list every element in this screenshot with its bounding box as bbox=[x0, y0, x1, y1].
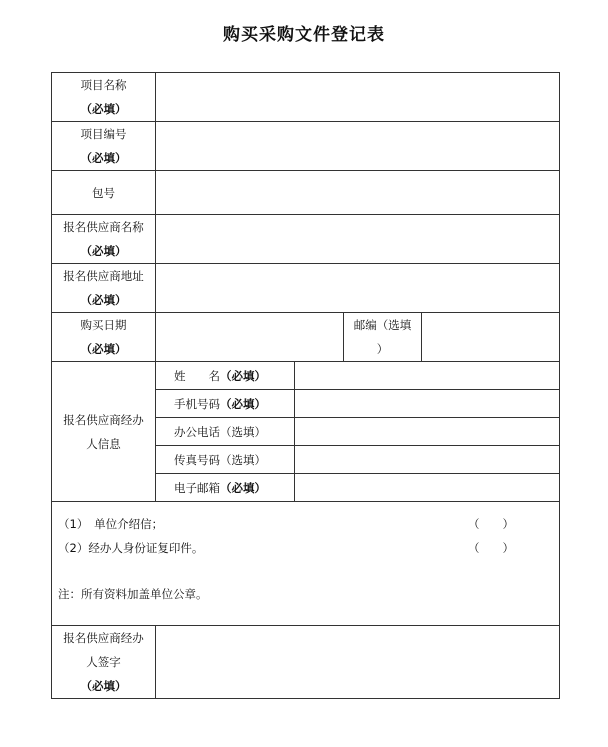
agent-office-phone-field[interactable] bbox=[295, 418, 560, 446]
row-project-name bbox=[52, 73, 560, 122]
supplier-address-field[interactable] bbox=[156, 264, 560, 313]
stamp-note: 注：所有资料加盖单位公章。 bbox=[58, 587, 208, 601]
agent-fax-label: 传真号码（选填） bbox=[156, 446, 295, 474]
supplier-name-label: 报名供应商名称 （必填） bbox=[52, 215, 156, 264]
row-agent-name bbox=[52, 362, 560, 390]
row-project-number bbox=[52, 122, 560, 171]
registration-form-table bbox=[51, 72, 560, 699]
row-purchase-date bbox=[52, 313, 560, 362]
form-title: 购买采购文件登记表 bbox=[223, 25, 385, 45]
agent-email-field[interactable] bbox=[295, 474, 560, 502]
agent-mobile-label: 手机号码（必填） bbox=[156, 390, 295, 418]
agent-info-label: 报名供应商经办 人信息 bbox=[52, 362, 156, 502]
attachment-item: （1） 单位介绍信； （ ） bbox=[52, 512, 559, 536]
attachment-checkbox[interactable]: （ ） bbox=[468, 541, 514, 555]
supplier-address-label: 报名供应商地址 （必填） bbox=[52, 264, 156, 313]
agent-name-field[interactable] bbox=[295, 362, 560, 390]
purchase-date-label: 购买日期 （必填） bbox=[52, 313, 156, 362]
project-number-field[interactable] bbox=[156, 122, 560, 171]
agent-mobile-field[interactable] bbox=[295, 390, 560, 418]
package-number-field[interactable] bbox=[156, 171, 560, 215]
agent-email-label: 电子邮箱（必填） bbox=[156, 474, 295, 502]
row-package-number bbox=[52, 171, 560, 215]
attachment-item: （2）经办人身份证复印件。 （ ） bbox=[52, 536, 559, 560]
project-name-label: 项目名称 （必填） bbox=[52, 73, 156, 122]
agent-name-label: 姓 名（必填） bbox=[156, 362, 295, 390]
signature-field[interactable] bbox=[156, 626, 560, 699]
signature-label: 报名供应商经办 人签字 （必填） bbox=[52, 626, 156, 699]
row-supplier-name bbox=[52, 215, 560, 264]
attachments-block bbox=[52, 502, 560, 626]
purchase-date-field[interactable] bbox=[156, 313, 344, 362]
postal-code-label: 邮编（选填 ） bbox=[344, 313, 422, 362]
agent-office-phone-label: 办公电话（选填） bbox=[156, 418, 295, 446]
postal-code-field[interactable] bbox=[422, 313, 560, 362]
agent-fax-field[interactable] bbox=[295, 446, 560, 474]
project-name-field[interactable] bbox=[156, 73, 560, 122]
attachment-checkbox[interactable]: （ ） bbox=[468, 517, 514, 531]
project-number-label: 项目编号 （必填） bbox=[52, 122, 156, 171]
row-signature bbox=[52, 626, 560, 699]
supplier-name-field[interactable] bbox=[156, 215, 560, 264]
package-number-label: 包号 bbox=[52, 171, 156, 215]
row-attachments bbox=[52, 502, 560, 626]
row-supplier-address bbox=[52, 264, 560, 313]
